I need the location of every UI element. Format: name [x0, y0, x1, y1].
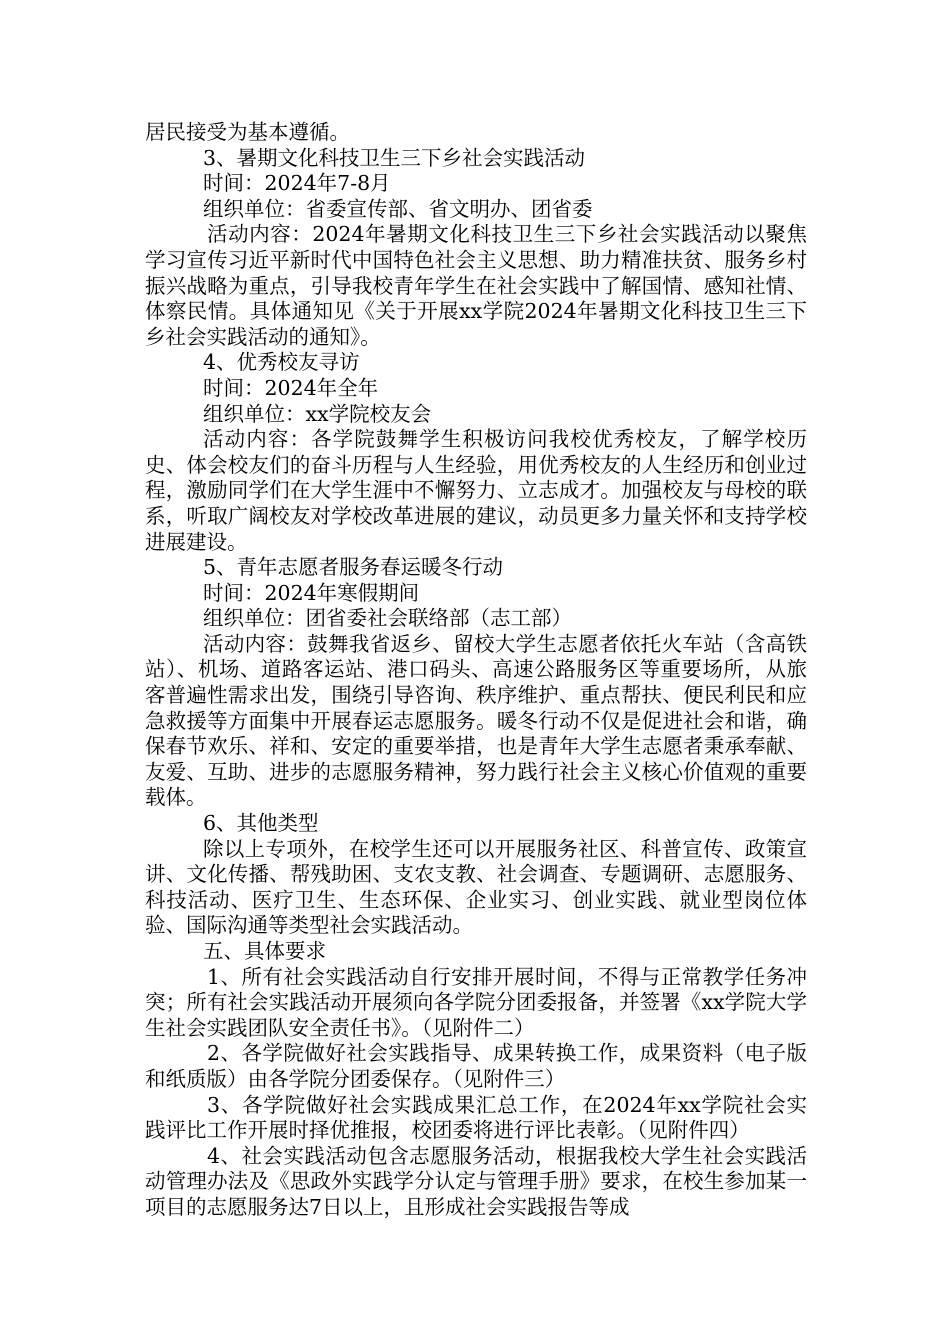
- paragraph: 1、所有社会实践活动自行安排开展时间，不得与正常教学任务冲突；所有社会实践活动开展须向各学院分团委报备，并签署《xx学院大学生社会实践团队安全责任书》。（见附件二）: [145, 964, 807, 1040]
- paragraph: 时间：2024年寒假期间: [203, 580, 420, 605]
- paragraph: 活动内容：鼓舞我省返乡、留校大学生志愿者依托火车站（含高铁站）、机场、道路客运站、港口码头、高速公路服务区等重要场所，从旅客普遍性需求出发，围绕引导咨询、秩序维护、重点帮扶、便民利民和应急救援等方面集中开展春运志愿服务。暖冬行动不仅是促进社会和谐，确保春节欢乐、祥和、安定的重要举措，也是青年大学生志愿者秉承奉献、友爱、互助、进步的志愿服务精神，努力践行社会主义核心价值观的重要载体。: [145, 631, 807, 810]
- paragraph: 组织单位：省委宣传部、省文明办、团省委: [203, 196, 593, 221]
- paragraph: 居民接受为基本遵循。: [145, 120, 350, 144]
- paragraph: 时间：2024年全年: [203, 375, 379, 400]
- paragraph: 3、各学院做好社会实践成果汇总工作，在2024年xx学院社会实践评比工作开展时择优推报，校团委将进行评比表彰。（见附件四）: [145, 1092, 807, 1143]
- paragraph: 活动内容：2024年暑期文化科技卫生三下乡社会实践活动以聚焦学习宣传习近平新时代中国特色社会主义思想、助力精准扶贫、服务乡村振兴战略为重点，引导我校青年学生在社会实践中了解国情、感知社情、体察民情。具体通知见《关于开展xx学院2024年暑期文化科技卫生三下乡社会实践活动的通知》。: [145, 222, 807, 349]
- paragraph: 3、暑期文化科技卫生三下乡社会实践活动: [203, 145, 586, 170]
- paragraph: 组织单位：xx学院校友会: [203, 401, 432, 426]
- paragraph: 活动内容：各学院鼓舞学生积极访问我校优秀校友，了解学校历史、体会校友们的奋斗历程与人生经验，用优秀校友的人生经历和创业过程，激励同学们在大学生涯中不懈努力、立志成才。加强校友与母校的联系，听取广阔校友对学校改革进展的建议，动员更多力量关怀和支持学校进展建设。: [145, 427, 807, 554]
- paragraph: 组织单位：团省委社会联络部（志工部）: [203, 606, 572, 631]
- document-page: [145, 120, 807, 1221]
- paragraph: 4、优秀校友寻访: [203, 350, 360, 375]
- paragraph: 五、具体要求: [203, 939, 326, 963]
- paragraph: 2、各学院做好社会实践指导、成果转换工作，成果资料（电子版和纸质版）由各学院分团委保存。（见附件三）: [145, 1041, 807, 1091]
- paragraph: 4、社会实践活动包含志愿服务活动，根据我校大学生社会实践活动管理办法及《思政外实践学分认定与管理手册》要求，在校生参加某一项目的志愿服务达7日以上，且形成社会实践报告等成: [145, 1143, 807, 1219]
- paragraph: 时间：2024年7-8月: [203, 171, 391, 196]
- paragraph: 5、青年志愿者服务春运暖冬行动: [203, 555, 504, 580]
- paragraph: 除以上专项外，在校学生还可以开展服务社区、科普宣传、政策宣讲、文化传播、帮残助困、支农支教、社会调查、专题调研、志愿服务、科技活动、医疗卫生、生态环保、企业实习、创业实践、就业型岗位体验、国际沟通等类型社会实践活动。: [145, 836, 807, 938]
- paragraph: 6、其他类型: [203, 811, 319, 836]
